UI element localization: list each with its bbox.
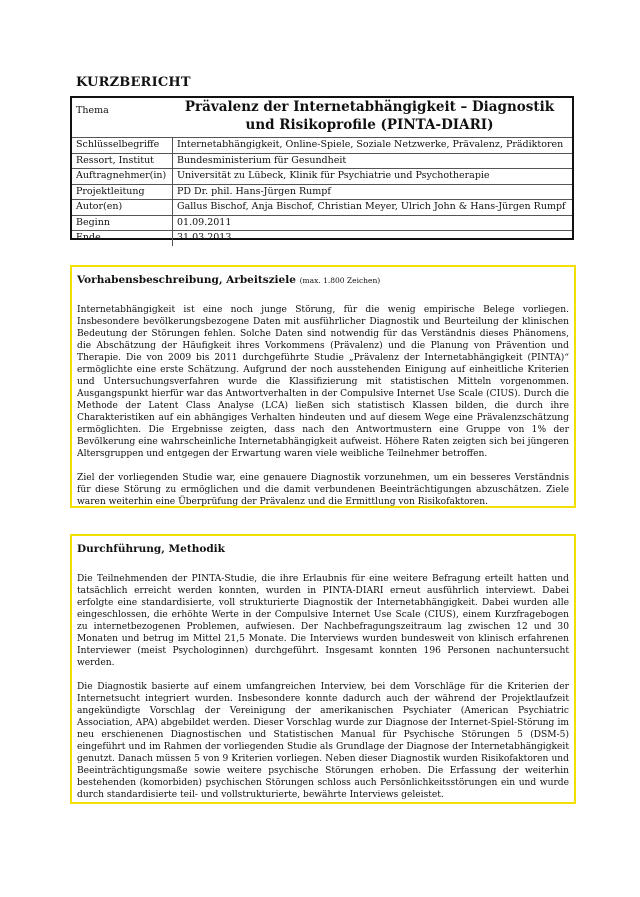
- info-key: Ende: [72, 231, 173, 246]
- project-title-line-1: Prävalenz der Internetabhängigkeit – Diagnostik: [184, 99, 555, 115]
- section-vorhabensbeschreibung: [70, 265, 576, 508]
- paragraph: Internetabhängigkeit ist eine noch junge Störung, für die wenig empirische Belege vorliegen. Insbesondere bevölkerungsbezogene Daten mit ausführlicher Diagnostik und Beurteilung der klinischen Bedeutung der Störungen fehlen. Solche Daten sind notwendig für das Verständnis dieses Phänomens, die Abschätzung der Häufigkeit ihres Vorkommens (Prävalenz) und die Planung von Prävention und Therapie. Die von 2009 bis 2011 durchgeführte Studie „Prävalenz der Internetabhängigkeit (PINTA)“ ermöglichte eine erste Schätzung. Aufgrund der noch ausstehenden Einigung auf einheitliche Kriterien und Untersuchungsverfahren wurde die Klassifizierung mit statistischen Mitteln vorgenommen. Ausgangspunkt hierfür war das Antwortverhalten in der Compulsive Internet Use Scale (CIUS). Durch die Methode der Latent Class Analyse (LCA) ließen sich statistisch Klassen bilden, die durch ihre Charakteristiken auf ein abhängiges Verhalten hindeuten und auf diesem Wege eine Prävalenzschätzung ermöglichten. Die Ergebnisse zeigten, dass nach den Antwortmustern eine Gruppe von 1% der Bevölkerung eine wahrscheinliche Internetabhängigkeit aufweist. Höhere Raten zeigten sich bei jüngeren Altersgruppen und entgegen der Erwartung waren viele weibliche Teilnehmer betroffen.: [77, 305, 569, 459]
- info-row: [72, 215, 572, 231]
- info-value: 01.09.2011: [173, 215, 573, 231]
- project-title-line-2: und Risikoprofile (PINTA-DIARI): [245, 117, 494, 133]
- paragraph: Die Teilnehmenden der PINTA-Studie, die ihre Erlaubnis für eine weitere Befragung erteilt hatten und tatsächlich erreicht werden konnten, wurden in PINTA-DIARI erneut ausführlich interviewt. Dabei erfolgte eine standardisierte, voll strukturierte Diagnostik der Internetabhängigkeit. Dabei wurden alle eingeschlossen, die erhöhte Werte in der Compulsive Internet Use Scale (CIUS), einem Kurzfragebogen zu internetbezogenen Problemen, aufwiesen. Der Nachbefragungszeitraum lag zwischen 12 und 30 Monaten und betrug im Mittel 21,5 Monate. Die Interviews wurden bundesweit von klinisch erfahrenen Interviewer (meist Psychologinnen) durchgeführt. Insgesamt konnten 196 Personen nachuntersucht werden.: [77, 574, 569, 668]
- info-value: 31.03.2013: [173, 231, 573, 246]
- section-title-text: Durchführung, Methodik: [77, 543, 225, 555]
- info-key: Schlüsselbegriffe: [72, 138, 173, 154]
- section-title: [77, 274, 569, 286]
- info-value: Gallus Bischof, Anja Bischof, Christian Meyer, Ulrich John & Hans-Jürgen Rumpf: [173, 200, 573, 216]
- project-info-box: [70, 96, 574, 243]
- info-row: [72, 231, 572, 246]
- info-row: [72, 138, 572, 154]
- paragraph: Ziel der vorliegenden Studie war, eine genauere Diagnostik vorzunehmen, um ein besseres Verständnis für diese Störung zu ermöglichen und die damit verbundenen Beeinträchtigungen abzuschätzen. Ziele waren weiterhin eine Überprüfung der Prävalenz und die Ermittlung von Risikofaktoren.: [77, 473, 569, 507]
- info-key: Projektleitung: [72, 184, 173, 200]
- info-value: Internetabhängigkeit, Online-Spiele, Soziale Netzwerke, Prävalenz, Prädiktoren: [173, 138, 573, 154]
- info-key: Ressort, Institut: [72, 153, 173, 169]
- info-row: [72, 169, 572, 185]
- info-row: [72, 184, 572, 200]
- info-key: Beginn: [72, 215, 173, 231]
- project-title: [172, 98, 567, 134]
- project-info-table: [72, 137, 572, 246]
- info-row: [72, 200, 572, 216]
- section-title: [77, 543, 569, 555]
- info-value: Bundesministerium für Gesundheit: [173, 153, 573, 169]
- info-key: Auftragnehmer(in): [72, 169, 173, 185]
- info-value: Universität zu Lübeck, Klinik für Psychiatrie und Psychotherapie: [173, 169, 573, 185]
- info-row: [72, 153, 572, 169]
- section-durchfuehrung: [70, 534, 576, 804]
- info-value: PD Dr. phil. Hans-Jürgen Rumpf: [173, 184, 573, 200]
- thema-label: Thema: [76, 105, 109, 116]
- info-key: Autor(en): [72, 200, 173, 216]
- section-title-hint: (max. 1.800 Zeichen): [299, 276, 381, 285]
- page-heading: KURZBERICHT: [76, 75, 191, 90]
- paragraph: Die Diagnostik basierte auf einem umfangreichen Interview, bei dem Vorschläge für die Kriterien der Internetsucht integriert wurden. Insbesondere konnte dadurch auch der während der Projektlaufzeit angekündigte Vorschlag der Vereinigung der amerikanischen Psychiater (American Psychiatric Association, APA) abgebildet werden. Dieser Vorschlag wurde zur Diagnose der Internet-Spiel-Störung im neu erschienenen Diagnostischen und Statistischen Manual für Psychische Störungen 5 (DSM-5) eingeführt und im Rahmen der vorliegenden Studie als Grundlage der Diagnose der Internetabhängigkeit genutzt. Danach müssen 5 von 9 Kriterien vorliegen. Neben dieser Diagnostik wurden Risikofaktoren und Beeinträchtigungsmaße sowie weitere psychische Störungen erhoben. Die Erfassung der weiterhin bestehenden (komorbiden) psychischen Störungen schloss auch Persönlichkeitsstörungen ein und wurde durch standardisierte teil- und vollstrukturierte, bewährte Interviews geleistet.: [77, 682, 569, 800]
- section-title-text: Vorhabensbeschreibung, Arbeitsziele: [77, 274, 296, 286]
